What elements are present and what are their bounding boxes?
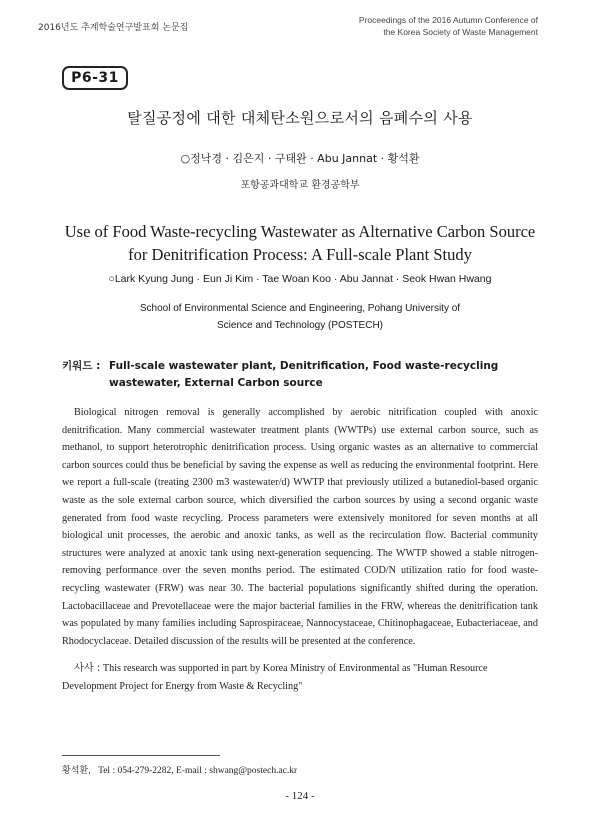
abstract-body: Biological nitrogen removal is generally accomplished by aerobic nitrification coupled with anoxic denitrification. Many commercial wastewater treatment plants (WWTPs) use external carbon source, such as methanol, to support heterotrophic denitrification process. Using organic wastes as an alternative to commercial carbon sources could thus be beneficial by saving the expense as well as reducing the environmental footprint. Here we report a full-scale (treating 2300 m3 wastewater/d) WWTP that previously utilized a butanediol-based organic waste as the sole external carbon source, which diversified the carbon sources by using a second organic waste generated from food waste recycling. Process parameters were extensively monitored for seven months at all biological unit processes, the aerobic and anoxic tanks, as well as the recirculation flow. Bacterial community structures were analyzed at anoxic tank using next-generation sequencing. The WWTP showed a stable nitrogen-removing performance over the seven months period. The estimated COD/N utilization ratio for food waste-recycling wastewater (FRW) was near 30. The bacterial populations significantly shifted during the operation. Lactobacillaceae and Prevotellaceae were the major bacterial families in the FRW, whereas the denitrification tank was populated by many families including Saprospiraceae, Nannocystaceae, Chitinophagaceae, Eubacteriaceae, and Rhodocyclaceae. Detailed discussion of the results will be presented at the conference.	[62, 407, 538, 647]
english-authors: ○Lark Kyung Jung · Eun Ji Kim · Tae Woan Koo · Abu Jannat · Seok Hwan Hwang	[108, 273, 492, 285]
korean-authors: ○정낙경 · 김은지 · 구태완 · Abu Jannat · 황석환	[180, 152, 420, 165]
footnote-contact: Tel : 054-279-2282, E-mail : shwang@postech.ac.kr	[98, 766, 298, 776]
footnote	[62, 763, 297, 776]
keywords-text: Full-scale wastewater plant, Denitrification, Food waste-recycling wastewater, External Carbon source	[109, 360, 499, 389]
header-right-line-2: the Korea Society of Waste Management	[383, 27, 538, 37]
english-affiliation-line-1: School of Environmental Science and Engineering, Pohang University of	[139, 303, 461, 314]
page-number: - 124 -	[285, 790, 315, 802]
keywords	[62, 358, 542, 392]
acknowledgment-label: 사사 :	[74, 663, 101, 674]
header-right	[359, 14, 538, 38]
english-title-line-2: for Denitrification Process: A Full-scale Plant Study	[128, 245, 472, 264]
keywords-label: 키워드 :	[62, 360, 101, 372]
acknowledgment-text: This research was supported in part by Korea Ministry of Environmental as "Human Resource Development Project for Energy from Waste & Recycling"	[62, 663, 488, 692]
header-left: 2016년도 추계학술연구발표회 논문집	[38, 23, 189, 33]
english-affiliation-line-2: Science and Technology (POSTECH)	[216, 320, 383, 331]
footnote-author: 황석환,	[62, 766, 91, 776]
header-right-line-1: Proceedings of the 2016 Autumn Conference of	[358, 15, 538, 25]
korean-affiliation: 포항공과대학교 환경공학부	[240, 180, 360, 191]
acknowledgment	[62, 660, 538, 695]
footnote-divider	[62, 755, 220, 756]
english-affiliation	[0, 300, 600, 334]
korean-title: 탈질공정에 대한 대체탄소원으로서의 음폐수의 사용	[127, 109, 473, 127]
paper-code-badge: P6-31	[62, 66, 128, 90]
english-title-line-1: Use of Food Waste-recycling Wastewater as Alternative Carbon Source	[64, 222, 536, 241]
english-title	[0, 220, 600, 266]
